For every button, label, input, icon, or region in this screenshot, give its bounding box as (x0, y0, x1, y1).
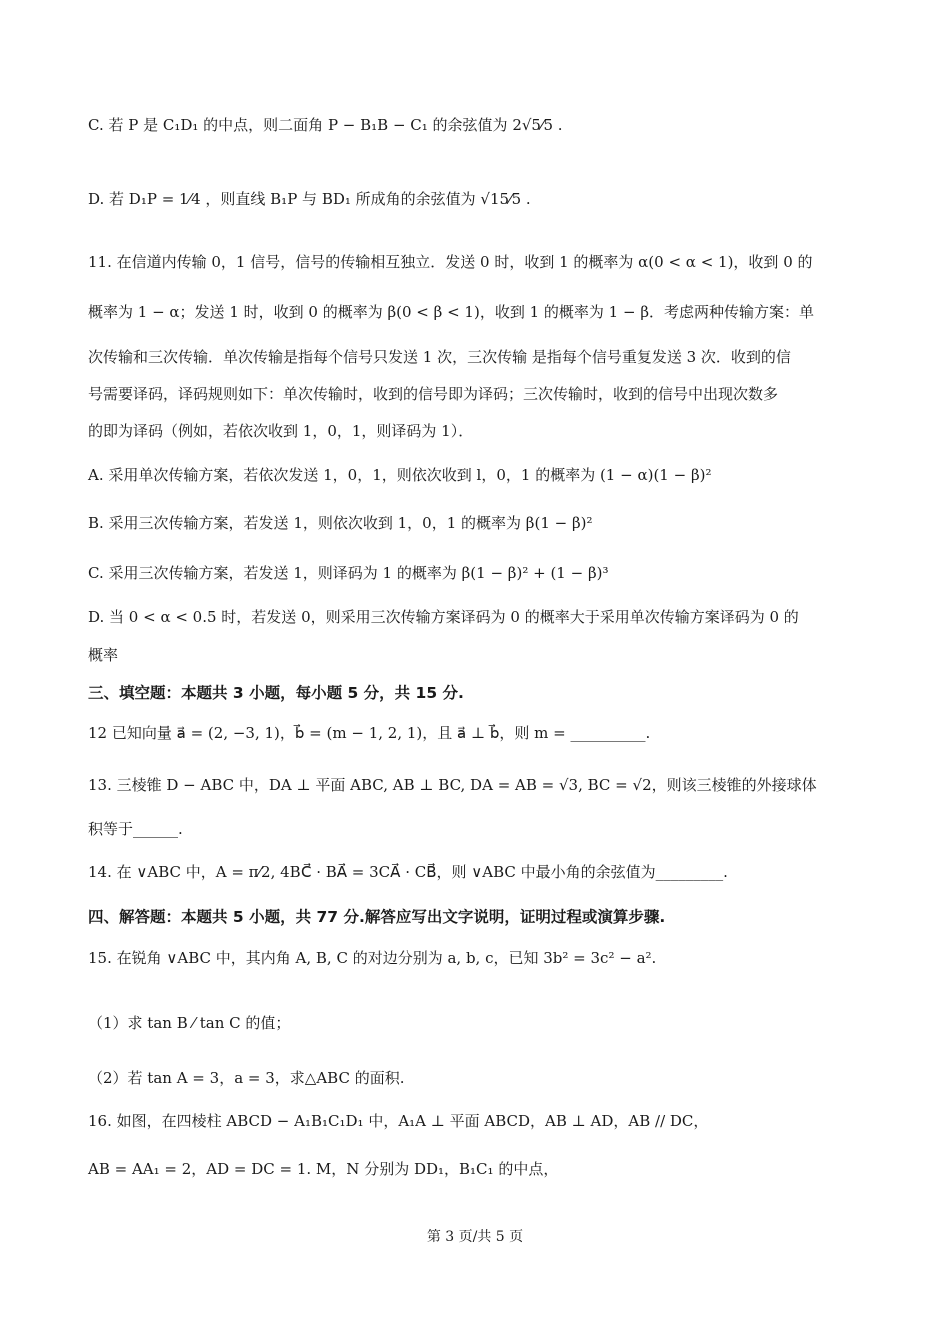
line-15-2: （2）若 tan A = 3，a = 3，求△ABC 的面积. (88, 1069, 405, 1087)
line-11-3: 次传输和三次传输．单次传输是指每个信号只发送 1 次，三次传输 是指每个信号重复发送 3 次．收到的信 (88, 348, 791, 366)
line-11b: B. 采用三次传输方案，若发送 1，则依次收到 1，0，1 的概率为 β(1 − β)² (88, 514, 593, 532)
line-11d: D. 当 0 < α < 0.5 时，若发送 0，则采用三次传输方案译码为 0 的概率大于采用单次传输方案译码为 0 的 (88, 608, 799, 626)
line-12: 12 已知向量 a⃗ = (2, −3, 1)，b⃗ = (m − 1, 2, 1)，且 a⃗ ⊥ b⃗，则 m = __________. (88, 724, 651, 742)
line-15: 15. 在锐角 ∨ABC 中，其内角 A, B, C 的对边分别为 a, b, c，已知 3b² = 3c² − a². (88, 949, 657, 967)
line-11-1: 11. 在信道内传输 0，1 信号，信号的传输相互独立．发送 0 时，收到 1 的概率为 α(0 < α < 1)，收到 0 的 (88, 253, 813, 271)
line-15-1: （1）求 tan B ⁄ tan C 的值； (88, 1014, 291, 1032)
line-16-1: 16. 如图，在四棱柱 ABCD − A₁B₁C₁D₁ 中，A₁A ⊥ 平面 ABCD，AB ⊥ AD，AB // DC， (88, 1112, 709, 1130)
line-11c: C. 采用三次传输方案，若发送 1，则译码为 1 的概率为 β(1 − β)² + (1 − β)³ (88, 564, 609, 582)
line-10c: C. 若 P 是 C₁D₁ 的中点，则二面角 P − B₁B − C₁ 的余弦值为 2√5⁄5 . (88, 116, 563, 134)
page-footer: 第 3 页/共 5 页 (426, 1229, 524, 1245)
line-13-1: 13. 三棱锥 D − ABC 中，DA ⊥ 平面 ABC, AB ⊥ BC, DA = AB = √3, BC = √2，则该三棱锥的外接球体 (88, 776, 817, 794)
line-14: 14. 在 ∨ABC 中，A = π⁄2, 4BC⃗ · BA⃗ = 3CA⃗ · CB⃗，则 ∨ABC 中最小角的余弦值为_________. (88, 863, 728, 881)
line-11-4: 号需要译码，译码规则如下：单次传输时，收到的信号即为译码；三次传输时，收到的信号中出现次数多 (88, 385, 779, 403)
line-11-5: 的即为译码（例如，若依次收到 1，0，1，则译码为 1）． (88, 422, 474, 440)
line-11d-2: 概率 (88, 646, 119, 664)
line-16-2: AB = AA₁ = 2，AD = DC = 1. M，N 分别为 DD₁，B₁C₁ 的中点， (88, 1160, 559, 1178)
section-fill-in-heading: 三、填空题：本题共 3 小题，每小题 5 分，共 15 分. (88, 684, 464, 702)
line-11a: A. 采用单次传输方案，若依次发送 1，0，1，则依次收到 l，0，1 的概率为 (1 − α)(1 − β)² (88, 466, 712, 484)
line-11-2: 概率为 1 − α；发送 1 时，收到 0 的概率为 β(0 < β < 1)，收到 1 的概率为 1 − β．考虑两种传输方案：单 (88, 303, 814, 321)
section-answer-heading: 四、解答题：本题共 5 小题，共 77 分.解答应写出文字说明，证明过程或演算步骤. (88, 908, 666, 926)
line-10d: D. 若 D₁P = 1⁄4 ，则直线 B₁P 与 BD₁ 所成角的余弦值为 √15⁄5 . (88, 190, 531, 208)
line-13-2: 积等于______. (88, 820, 183, 838)
